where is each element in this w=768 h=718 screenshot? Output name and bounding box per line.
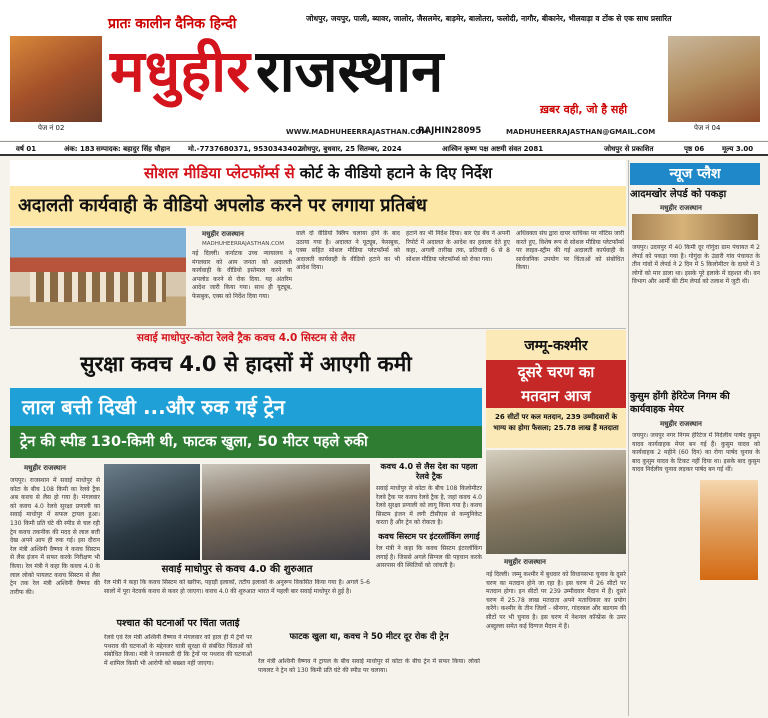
kavach-side-title-2: कवच सिस्टम पर इंटरलॉकिंग लगाई (378, 531, 480, 541)
lead-kicker-black: कोर्ट के वीडियो हटाने के दिए निर्देश (299, 164, 493, 182)
info-samvat: आश्विन कृष्ण पक्ष अष्टमी संवत 2081 (442, 145, 544, 153)
heritage-source: मधुहीर राजस्थान (660, 420, 702, 428)
heritage-title: कुसुम होंगी हेरिटेज निगम की कार्यवाहक मेयर (630, 391, 730, 415)
kavach-caption-text: रेल मंत्री ने कहा कि कवच सिस्टम को खरीफ, पहाड़ी इलाकों, तटीय इलाकों के अनुरूप विकसित किया गया है। अगले 5-6 सालों में पूरा नेटवर्क कवच से कवर हो जाएगा। कवच 4.0 की शुरुआत भारत में पहली बार सवाई माधोपुर से हुई है। (104, 579, 370, 595)
masthead-slogan: ख़बर वही, जो है सही (540, 103, 628, 116)
info-bar (0, 141, 768, 156)
jk-body-column (486, 556, 626, 716)
info-place-date: जोधपुर, बुधवार, 25 सितम्बर, 2024 (300, 145, 402, 153)
kavach-source: मधुहीर राजस्थान (24, 464, 66, 472)
jk-source: मधुहीर राजस्थान (504, 558, 546, 566)
leopard-source: मधुहीर राजस्थान (660, 204, 702, 212)
kavach-left-text: जयपुर। राजस्थान में सवाई माधोपुर से कोटा के बीच 108 किमी का रेलवे ट्रैक अब कवच से लैस हो गया है। मंगलवार को कवच 4.0 रेलवे सुरक्षा प्रणाली का सवाई माधोपुर में सफल ट्रायल हुआ। 130 किमी प्रति घंटे की स्पीड से चल रही ट्रेन कवच तकनीक की मदद से लाल बत्ती देख अपने आप ही रुक गई। इस दौरान रेल मंत्री अश्विनी वैष्णव ने कवच सिस्टम से लैस इंजन में सफर करके निरीक्षण भी किया। रेल मंत्री ने कहा कि कवच 4.0 के लाल लोको पायलट कवच सिस्टम से लैस ट्रेन तक रेल मंत्री अश्विनी वैष्णव की तारीफ की। (10, 477, 100, 596)
title-part-black: राजस्थान (255, 37, 444, 105)
info-year: वर्ष 01 (16, 145, 37, 153)
minister-group-photo (202, 464, 370, 560)
court-columns (30, 272, 166, 302)
kavach-left-column (10, 462, 100, 716)
lead-source: मधुहीर राजस्थान (202, 230, 244, 238)
right-page-tag: पेज नं 04 (694, 124, 721, 132)
lead-text-4: अधिवक्ता संघ द्वारा दायर याचिका पर नोटिस जारी करते हुए, विशेष रूप से सोशल मीडिया प्लेटफॉर्म्स पर लाइव-स्ट्रीम की गई अदालती कार्यवाही के सार्वजनिक उपयोग पर चिंताओं को संबोधित किया। (516, 230, 624, 272)
stone-pelting-column (104, 634, 252, 716)
kavach-banner: लाल बत्ती दिखी ...और रुक गई ट्रेन (10, 388, 482, 426)
jk-kicker: जम्मू-कश्मीर (524, 338, 588, 354)
lead-kicker (10, 160, 626, 186)
email-link[interactable]: MADHUHEERRAJASTHAN@GMAIL.COM (506, 128, 656, 136)
jk-text: नई दिल्ली। जम्मू कश्मीर में बुधवार को विधानसभा चुनाव के दूसरे चरण का मतदान होने जा रहा है। इस चरण में 26 सीटों पर मतदान होगा। इन सीटों पर 239 उम्मीदवार मैदान में हैं। दूसरे चरण में 25.78 लाख मतदाता अपने मताधिकार का प्रयोग करेंगे। कश्मीर के तीन जिलों - श्रीनगर, गांदरबल और बडगाम की सीटों पर भी चुनाव है। इस चरण में नेशनल कॉन्फ्रेंस के उमर अब्दुल्ला समेत कई दिग्गज मैदान में हैं। (486, 571, 626, 630)
court-building-photo (10, 228, 186, 326)
lead-site: MADHUHEERRAJASTHAN.COM (202, 241, 284, 247)
column-divider (628, 160, 629, 716)
lead-text-3: हटाने का भी निर्देश दिया। बार एंड बेंच ने अपनी रिपोर्ट में अदालत के आदेश का हवाला देते हुए कहा, अगली तारीख तक, प्रतिवादी 6 से 8 सोशल मीडिया प्लेटफॉर्म्स को रोका गया। (406, 230, 510, 263)
masthead-tagline: प्रातः कालीन दैनिक हिन्दी (108, 16, 237, 32)
lead-text-1: नई दिल्ली। कर्नाटक उच्च न्यायालय ने मंगलवार को आम जनता को अदालती कार्यवाही के वीडियो इस्तेमाल करने या अपलोड करने से रोक दिया. यह अंतरिम आदेश जारी किया गया। साथ ही यूट्यूब, फेसबुक, एक्स को निर्देश दिया गया। (192, 250, 292, 300)
heritage-column (632, 432, 760, 716)
masthead (0, 0, 768, 140)
lead-headline: अदालती कार्यवाही के वीडियो अपलोड करने पर लगाया प्रतिबंध (10, 186, 626, 226)
rni-number: RAJHIN28095 (418, 126, 482, 136)
jk-deck: 26 सीटों पर कल मतदान, 239 उम्मीदवारों के भाग्य का होगा फैसला; 25.78 लाख हैं मतदाता (493, 413, 619, 432)
kavach-caption-body (104, 579, 370, 609)
kavach-side-title: कवच 4.0 से लैस देश का पहला रेलवे ट्रैक (380, 462, 478, 481)
gate-open-text: रेल मंत्री अश्विनी वैष्णव ने ट्रायल के बीच सवाई माधोपुर से कोटा के बीच ट्रेन में सफर किया। लोको पायलट ने ट्रेन को 130 किमी प्रति घंटे की स्पीड पर चलाया। (258, 658, 480, 674)
right-promo-photo (668, 36, 760, 122)
leopard-column (632, 244, 760, 386)
masthead-title (110, 26, 580, 116)
kavach-headline: सुरक्षा कवच 4.0 से हादसों में आएगी कमी (80, 352, 412, 376)
jk-box (486, 330, 626, 448)
kavach-side-text: सवाई माधोपुर से कोटा के बीच 108 किलोमीटर रेलवे ट्रैक पर कवच रेलवे ट्रैक है, जहां कवच 4.0 रेलवे सुरक्षा प्रणाली को लागू किया गया है। कवच सिस्टम इंजन में लगी टीसीएस से कम्युनिकेट करता है और ट्रेन को रोकता है। (376, 485, 482, 527)
section-divider (10, 328, 626, 329)
kavach-side-column (376, 462, 482, 632)
stone-pelting-title: पश्चात की घटनाओं पर चिंता जताई (116, 618, 240, 629)
lead-column-1 (192, 230, 292, 326)
kavach-subline: ट्रेन की स्पीड 130-किमी थी, फाटक खुला, 50 मीटर पहले रुकी (10, 426, 482, 458)
lead-text-2: वाले दो वीडियो क्लिप चलाया होने के बाद उठाया गया है। अदालत ने यूट्यूब, फेसबुक, एक्स सहित सोशल मीडिया प्लेटफॉर्म्स को अदालती कार्यवाही के वीडियो हटाने का भी आदेश दिया। (296, 230, 400, 272)
left-promo-photo (10, 36, 102, 122)
info-pages: पृष्ठ 06 (684, 145, 705, 153)
info-mobile: मो.-7737680371, 9530343402 (188, 145, 303, 153)
jk-voters-photo (486, 450, 626, 554)
left-page-tag: पेज नं 02 (38, 124, 65, 132)
title-part-red: मधुहीर (110, 37, 250, 105)
kavach-photo-caption: सवाई माधोपुर से कवच 4.0 की शुरुआत (161, 564, 313, 575)
stone-pelting-text: रेलवे एवं रेल मंत्री अश्विनी वैष्णव ने मंगलवार को हाल ही में ट्रेनों पर पथराव की घटनाओं के मद्देनजर यात्री सुरक्षा से संबंधित चिंताओं को संबोधित किया। मंत्री ने जानकारी दी कि ट्रेनों पर पथराव की घटनाओं में शामिल किसी भी आरोपी को बख्शा नहीं जाएगा। (104, 634, 252, 667)
leopard-title: आदमखोर लेपर्ड को पकड़ा (630, 189, 727, 200)
jk-headline-1: दूसरे चरण का (486, 360, 626, 384)
info-issue: अंक: 183 (64, 145, 95, 153)
leopard-photo (632, 214, 758, 240)
leopard-text: जयपुर। उदयपुर में 40 किमी दूर गोगुंदा ग्राम पंचायत में 2 लेपर्ड को पकड़ा गया है। गोगुंदा के उंडारी गांव पंचायत के तीन गांवों में लेपर्ड ने 2 दिन में 5 किलोमीटर के दायरे में 3 लोगों को मार डाला था। इसके पूरे इलाके में दहशत थी। वन विभाग और आर्मी की टीम लेपर्ड को तलाश में जुटी थी। (632, 244, 760, 286)
jk-headline-2: मतदान आज (486, 384, 626, 408)
gate-open-title: फाटक खुला था, कवच ने 50 मीटर दूर रोक दी ट्रेन (289, 632, 449, 642)
info-published: जोधपुर से प्रकाशित (604, 145, 654, 153)
lead-column-2 (296, 230, 400, 326)
info-price: मूल्य 3.00 (722, 145, 754, 153)
kavach-kicker: सवाई माधोपुर-कोटा रेलवे ट्रैक कवच 4.0 सिस्टम से लैस (136, 332, 356, 344)
info-editor: सम्पादक: बहादुर सिंह चौहान (96, 145, 170, 153)
heritage-text: जयपुर। जयपुर नगर निगम हेरिटेज में निर्दलीय पार्षद कुसुम यादव कार्यवाहक मेयर बन गई हैं। कुसुम यादव को कार्यवाहक 2 महीने (60 दिन) का रोगा पार्षद चुनाव के बाद कुसुम यादव के टिकट नहीं दिया था। इसके बाद कुसुम यादव निर्दलीय चुनाव लड़कर पार्षद बन गई थीं। (632, 432, 760, 474)
train-cab-photo (104, 464, 200, 560)
website-link[interactable]: WWW.MADHUHEERRAJASTHAN.COM (286, 128, 429, 136)
news-flash-header: न्यूज प्लैश (630, 163, 760, 185)
lead-kicker-red: सोशल मीडिया प्लेटफॉर्म्स से (143, 164, 295, 182)
kavach-side-text-2: रेल मंत्री ने कहा कि कवच सिस्टम इंटरलॉकिंग लगाई है। जिससे अगले सिग्नल की पहचान करके आसपास की स्थितियों को जांचती है। (376, 544, 482, 570)
lead-column-4 (516, 230, 624, 326)
gate-open-column (258, 658, 480, 716)
masthead-editions: जोधपुर, जयपुर, पाली, ब्यावर, जालोर, जैसलमेर, बाड़मेर, बालोतरा, फलोदी, नागौर, बीकानेर, भीलवाड़ा व टोंक से एक साथ प्रसारित (306, 14, 672, 23)
lead-column-3 (406, 230, 510, 326)
